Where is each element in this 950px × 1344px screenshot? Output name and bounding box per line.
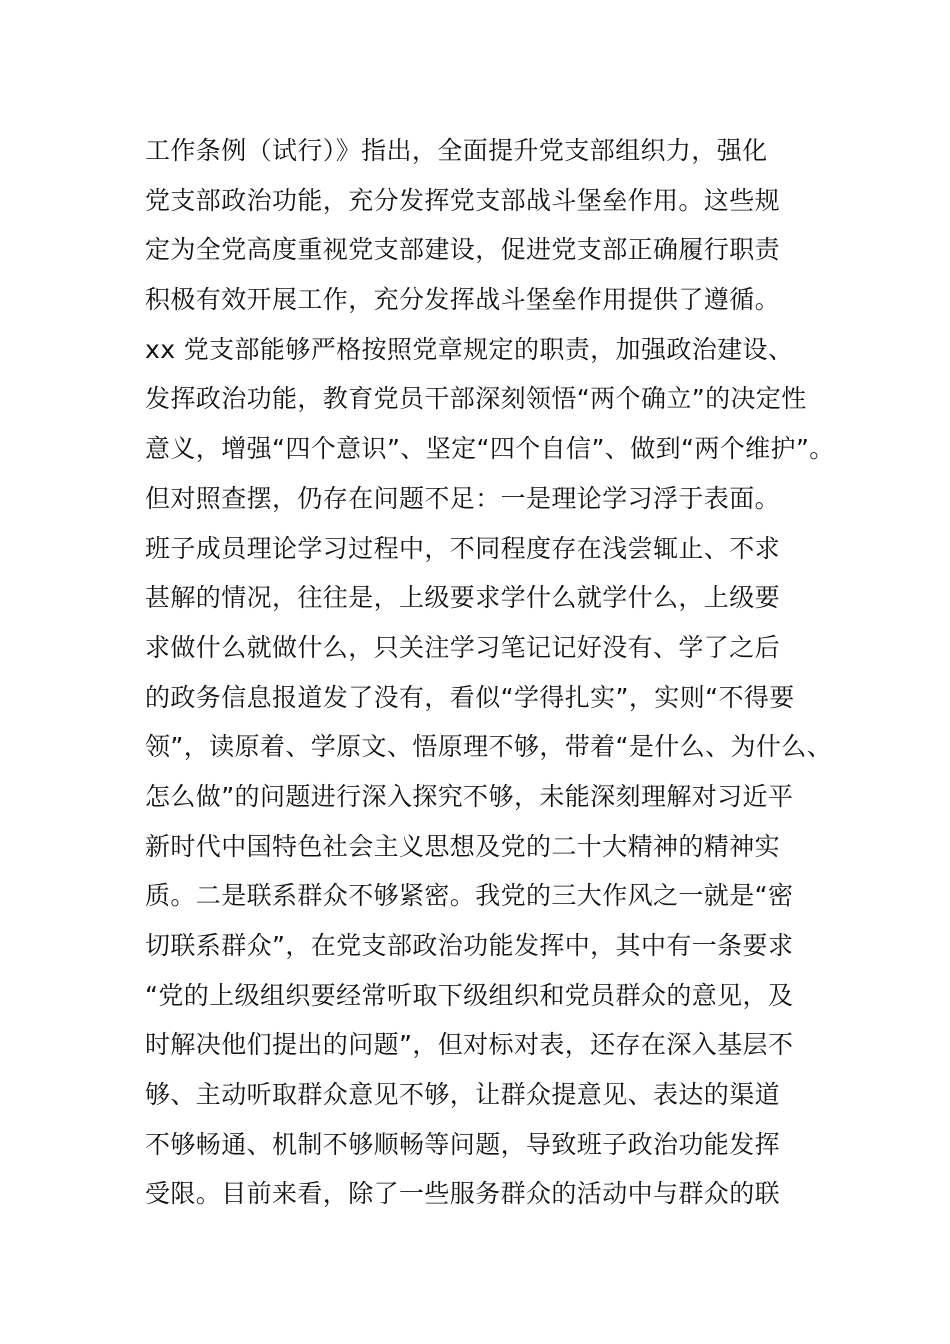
text-line: 新时代中国特色社会主义思想及党的二十大精神的精神实 (145, 831, 781, 861)
text-line: “党的上级组织要经常听取下级组织和党员群众的意见，及 (145, 980, 794, 1010)
text-line: 领”，读原着、学原文、悟原理不够，带着“是什么、为什么、 (145, 732, 833, 762)
text-line: 受限。目前来看，除了一些服务群众的活动中与群众的联 (145, 1179, 781, 1209)
text-line: xx 党支部能够严格按照党章规定的职责，加强政治建设、 (145, 334, 794, 364)
text-line: 质。二是联系群众不够紧密。我党的三大作风之一就是“密 (145, 881, 794, 911)
text-line: 怎么做”的问题进行深入探究不够，未能深刻理解对习近平 (145, 781, 794, 811)
text-line: 发挥政治功能，教育党员干部深刻领悟“两个确立”的决定性 (145, 384, 807, 414)
text-line: 工作条例（试行）》指出，全面提升党支部组织力，强化 (145, 136, 768, 165)
text-line: 不够畅通、机制不够顺畅等问题，导致班子政治功能发挥 (145, 1129, 781, 1159)
text-line: 求做什么就做什么，只关注学习笔记记好没有、学了之后 (145, 632, 781, 662)
text-line: 积极有效开展工作，充分发挥战斗堡垒作用提供了遵循。 (145, 285, 781, 315)
body-text (145, 126, 835, 1219)
text-line: 意义，增强“四个意识”、坚定“四个自信”、做到“两个维护”。 (145, 434, 835, 464)
text-line: 班子成员理论学习过程中，不同程度存在浅尝辄止、不求 (145, 533, 781, 563)
text-line: 的政务信息报道发了没有，看似“学得扎实”，实则“不得要 (145, 682, 795, 712)
text-line: 但对照查摆，仍存在问题不足：一是理论学习浮于表面。 (145, 483, 781, 513)
text-line: 党支部政治功能，充分发挥党支部战斗堡垒作用。这些规 (145, 185, 781, 215)
text-line: 定为全党高度重视党支部建设，促进党支部正确履行职责 (145, 235, 781, 265)
text-line: 甚解的情况，往往是，上级要求学什么就学什么，上级要 (145, 583, 781, 613)
text-line: 够、主动听取群众意见不够，让群众提意见、表达的渠道 (145, 1080, 781, 1110)
text-line: 切联系群众”，在党支部政治功能发挥中，其中有一条要求 (145, 931, 794, 960)
text-line: 时解决他们提出的问题”，但对标对表，还存在深入基层不 (145, 1030, 794, 1060)
